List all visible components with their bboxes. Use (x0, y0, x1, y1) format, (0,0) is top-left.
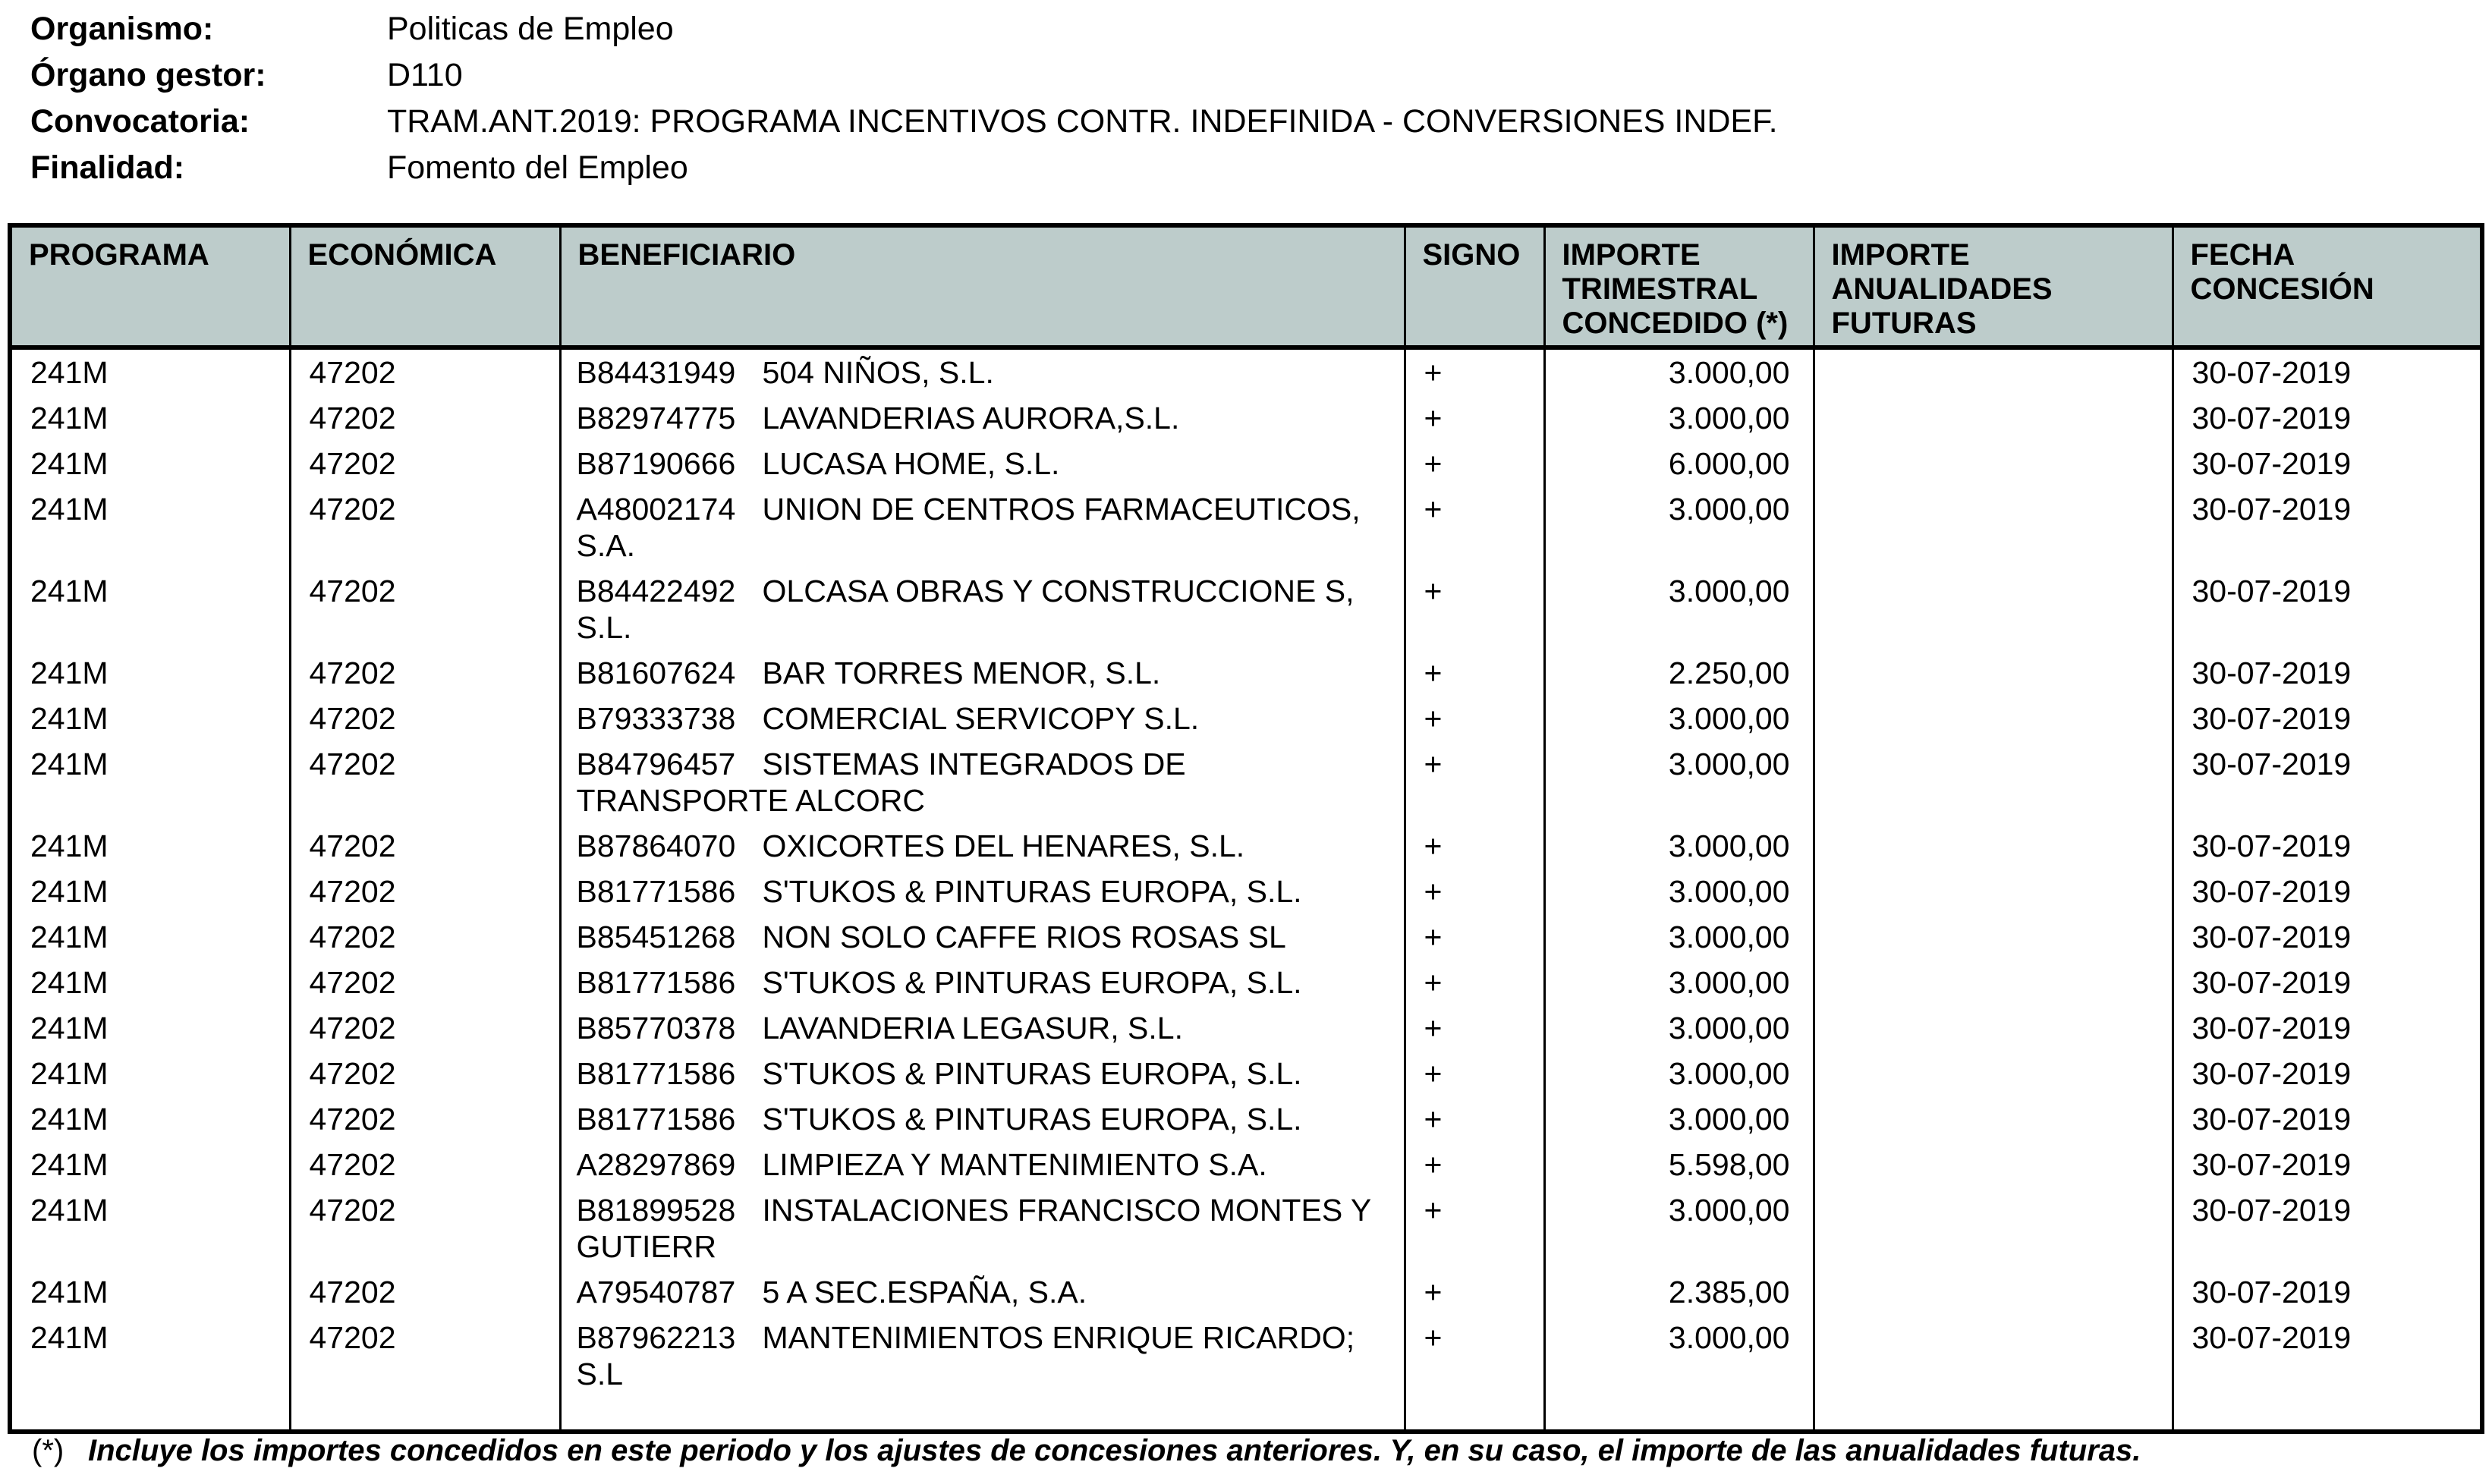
cell-fecha-concesion: 30-07-2019 (2173, 823, 2482, 869)
beneficiario-nombre: BAR TORRES MENOR, S.L. (762, 656, 1161, 690)
cell-importe-trimestral: 3.000,00 (1544, 696, 1814, 741)
cell-signo: + (1405, 395, 1544, 441)
table-row (10, 1005, 2482, 1051)
cell-beneficiario (560, 1142, 1405, 1187)
cell-economica: 47202 (290, 650, 560, 696)
cell-economica: 47202 (290, 696, 560, 741)
table-header (10, 225, 2482, 347)
cell-importe-trimestral: 3.000,00 (1544, 741, 1814, 823)
table-row (10, 441, 2482, 486)
cell-importe-anualidades (1814, 347, 2173, 395)
cell-beneficiario (560, 1051, 1405, 1096)
cell-fecha-concesion: 30-07-2019 (2173, 914, 2482, 960)
cell-beneficiario (560, 486, 1405, 568)
beneficiario-nombre: 5 A SEC.ESPAÑA, S.A. (762, 1275, 1087, 1310)
cell-beneficiario (560, 347, 1405, 395)
cell-economica: 47202 (290, 1142, 560, 1187)
beneficiario-nif: B87962213 (576, 1320, 736, 1355)
organismo-label: Organismo: (30, 11, 214, 47)
beneficiario-nombre: LAVANDERIA LEGASUR, S.L. (762, 1011, 1183, 1045)
beneficiario-nombre: MANTENIMIENTOS ENRIQUE RICARDO; S.L (576, 1320, 1355, 1391)
beneficiario-nif: A79540787 (576, 1275, 736, 1310)
table-row (10, 1269, 2482, 1315)
cell-importe-trimestral: 6.000,00 (1544, 441, 1814, 486)
beneficiario-nombre: S'TUKOS & PINTURAS EUROPA, S.L. (762, 1102, 1302, 1137)
cell-importe-anualidades (1814, 568, 2173, 650)
cell-beneficiario (560, 960, 1405, 1005)
beneficiario-nif: A48002174 (576, 492, 736, 527)
table-row (10, 650, 2482, 696)
beneficiario-nombre: OLCASA OBRAS Y CONSTRUCCIONE S, S.L. (576, 574, 1355, 645)
cell-beneficiario (560, 1187, 1405, 1269)
footnote (32, 1432, 2141, 1469)
cell-fecha-concesion: 30-07-2019 (2173, 869, 2482, 914)
col-header-fecha-concesion: FECHA CONCESIÓN (2173, 225, 2482, 347)
beneficiario-nif: B81771586 (576, 1056, 736, 1091)
beneficiario-nombre: SISTEMAS INTEGRADOS DE TRANSPORTE ALCORC (576, 747, 1186, 818)
beneficiario-nombre: S'TUKOS & PINTURAS EUROPA, S.L. (762, 1056, 1302, 1091)
cell-economica: 47202 (290, 347, 560, 395)
cell-fecha-concesion: 30-07-2019 (2173, 1005, 2482, 1051)
cell-fecha-concesion: 30-07-2019 (2173, 741, 2482, 823)
cell-fecha-concesion: 30-07-2019 (2173, 960, 2482, 1005)
cell-programa: 241M (10, 650, 290, 696)
finalidad-label: Finalidad: (30, 149, 185, 186)
cell-importe-anualidades (1814, 1187, 2173, 1269)
cell-importe-anualidades (1814, 914, 2173, 960)
cell-programa: 241M (10, 869, 290, 914)
cell-fecha-concesion: 30-07-2019 (2173, 1269, 2482, 1315)
cell-signo: + (1405, 1005, 1544, 1051)
cell-importe-trimestral: 3.000,00 (1544, 395, 1814, 441)
table-row (10, 347, 2482, 395)
beneficiario-nif: B84796457 (576, 747, 736, 781)
cell-importe-trimestral: 3.000,00 (1544, 869, 1814, 914)
cell-fecha-concesion: 30-07-2019 (2173, 650, 2482, 696)
convocatoria-label: Convocatoria: (30, 103, 250, 140)
table-row (10, 1187, 2482, 1269)
cell-signo: + (1405, 486, 1544, 568)
beneficiario-nombre: LUCASA HOME, S.L. (762, 446, 1060, 481)
organismo-value: Politicas de Empleo (387, 11, 674, 47)
cell-economica: 47202 (290, 1269, 560, 1315)
cell-economica: 47202 (290, 1051, 560, 1096)
cell-fecha-concesion: 30-07-2019 (2173, 395, 2482, 441)
cell-importe-anualidades (1814, 486, 2173, 568)
cell-fecha-concesion: 30-07-2019 (2173, 347, 2482, 395)
beneficiario-nif: B85770378 (576, 1011, 736, 1045)
cell-importe-trimestral: 3.000,00 (1544, 823, 1814, 869)
beneficiario-nif: A28297869 (576, 1147, 736, 1182)
cell-importe-anualidades (1814, 1005, 2173, 1051)
cell-importe-trimestral: 3.000,00 (1544, 1096, 1814, 1142)
cell-beneficiario (560, 650, 1405, 696)
cell-signo: + (1405, 1269, 1544, 1315)
cell-beneficiario (560, 441, 1405, 486)
beneficiario-nif: B87864070 (576, 828, 736, 863)
cell-signo: + (1405, 1051, 1544, 1096)
cell-signo: + (1405, 441, 1544, 486)
cell-beneficiario (560, 1269, 1405, 1315)
cell-importe-anualidades (1814, 650, 2173, 696)
beneficiario-nif: B82974775 (576, 401, 736, 435)
cell-importe-trimestral: 3.000,00 (1544, 1005, 1814, 1051)
beneficiario-nif: B85451268 (576, 920, 736, 954)
cell-importe-anualidades (1814, 1051, 2173, 1096)
cell-fecha-concesion: 30-07-2019 (2173, 441, 2482, 486)
cell-economica: 47202 (290, 960, 560, 1005)
cell-programa: 241M (10, 823, 290, 869)
cell-economica: 47202 (290, 1315, 560, 1397)
table-row (10, 395, 2482, 441)
cell-importe-anualidades (1814, 869, 2173, 914)
beneficiario-nif: B84422492 (576, 574, 736, 608)
footnote-text: Incluye los importes concedidos en este periodo y los ajustes de concesiones anteriores. Y, en su caso, el importe de las anualidades futuras. (88, 1434, 2141, 1467)
cell-economica: 47202 (290, 568, 560, 650)
table-header-row (10, 225, 2482, 347)
col-header-importe-trimestral: IMPORTE TRIMESTRAL CONCEDIDO (*) (1544, 225, 1814, 347)
cell-beneficiario (560, 1005, 1405, 1051)
cell-beneficiario (560, 823, 1405, 869)
cell-programa: 241M (10, 568, 290, 650)
cell-fecha-concesion: 30-07-2019 (2173, 1096, 2482, 1142)
cell-importe-anualidades (1814, 1142, 2173, 1187)
cell-signo: + (1405, 347, 1544, 395)
cell-importe-trimestral: 2.250,00 (1544, 650, 1814, 696)
table-row (10, 1051, 2482, 1096)
cell-importe-trimestral: 5.598,00 (1544, 1142, 1814, 1187)
cell-programa: 241M (10, 1142, 290, 1187)
cell-signo: + (1405, 568, 1544, 650)
cell-importe-trimestral: 3.000,00 (1544, 1187, 1814, 1269)
cell-programa: 241M (10, 914, 290, 960)
footnote-marker: (*) (32, 1434, 65, 1467)
col-header-economica: ECONÓMICA (290, 225, 560, 347)
cell-importe-anualidades (1814, 1269, 2173, 1315)
cell-programa: 241M (10, 395, 290, 441)
cell-beneficiario (560, 395, 1405, 441)
cell-importe-trimestral: 3.000,00 (1544, 486, 1814, 568)
cell-importe-trimestral: 3.000,00 (1544, 347, 1814, 395)
col-header-importe-anualidades: IMPORTE ANUALIDADES FUTURAS (1814, 225, 2173, 347)
cell-beneficiario (560, 696, 1405, 741)
cell-signo: + (1405, 1315, 1544, 1397)
beneficiario-nif: B81607624 (576, 656, 736, 690)
beneficiario-nombre: S'TUKOS & PINTURAS EUROPA, S.L. (762, 874, 1302, 909)
cell-importe-trimestral: 3.000,00 (1544, 1051, 1814, 1096)
cell-fecha-concesion: 30-07-2019 (2173, 1187, 2482, 1269)
info-row-organismo (30, 6, 1778, 52)
cell-fecha-concesion: 30-07-2019 (2173, 1142, 2482, 1187)
beneficiario-nif: B81899528 (576, 1193, 736, 1228)
cell-programa: 241M (10, 1096, 290, 1142)
cell-programa: 241M (10, 441, 290, 486)
cell-economica: 47202 (290, 741, 560, 823)
beneficiario-nif: B87190666 (576, 446, 736, 481)
cell-signo: + (1405, 650, 1544, 696)
cell-signo: + (1405, 696, 1544, 741)
cell-importe-anualidades (1814, 741, 2173, 823)
beneficiario-nombre: 504 NIÑOS, S.L. (762, 355, 994, 390)
cell-economica: 47202 (290, 486, 560, 568)
cell-importe-anualidades (1814, 441, 2173, 486)
cell-importe-anualidades (1814, 1096, 2173, 1142)
cell-economica: 47202 (290, 869, 560, 914)
cell-signo: + (1405, 914, 1544, 960)
cell-importe-anualidades (1814, 823, 2173, 869)
cell-importe-anualidades (1814, 395, 2173, 441)
cell-economica: 47202 (290, 1187, 560, 1269)
table-row (10, 1142, 2482, 1187)
beneficiario-nombre: NON SOLO CAFFE RIOS ROSAS SL (762, 920, 1286, 954)
cell-fecha-concesion: 30-07-2019 (2173, 1315, 2482, 1397)
beneficiario-nombre: COMERCIAL SERVICOPY S.L. (762, 701, 1200, 736)
beneficiario-nombre: UNION DE CENTROS FARMACEUTICOS, S.A. (576, 492, 1361, 563)
cell-importe-anualidades (1814, 960, 2173, 1005)
table-row (10, 869, 2482, 914)
beneficiario-nif: B81771586 (576, 874, 736, 909)
cell-importe-trimestral: 2.385,00 (1544, 1269, 1814, 1315)
cell-programa: 241M (10, 347, 290, 395)
info-row-organo-gestor (30, 52, 1778, 99)
organo-gestor-value: D110 (387, 57, 463, 93)
cell-importe-trimestral: 3.000,00 (1544, 960, 1814, 1005)
cell-programa: 241M (10, 696, 290, 741)
table-row (10, 741, 2482, 823)
cell-beneficiario (560, 1315, 1405, 1397)
table-row (10, 1096, 2482, 1142)
grants-table (8, 223, 2484, 1434)
cell-programa: 241M (10, 1269, 290, 1315)
cell-signo: + (1405, 1142, 1544, 1187)
beneficiario-nif: B79333738 (576, 701, 736, 736)
cell-beneficiario (560, 869, 1405, 914)
cell-importe-anualidades (1814, 696, 2173, 741)
cell-importe-anualidades (1814, 1315, 2173, 1397)
beneficiario-nif: B84431949 (576, 355, 736, 390)
table-row (10, 696, 2482, 741)
organo-gestor-label: Órgano gestor: (30, 57, 266, 93)
table-row (10, 823, 2482, 869)
beneficiario-nombre: LAVANDERIAS AURORA,S.L. (762, 401, 1180, 435)
table-body (10, 347, 2482, 1432)
cell-signo: + (1405, 960, 1544, 1005)
table-row (10, 568, 2482, 650)
beneficiario-nombre: INSTALACIONES FRANCISCO MONTES Y GUTIERR (576, 1193, 1371, 1264)
cell-importe-trimestral: 3.000,00 (1544, 568, 1814, 650)
cell-programa: 241M (10, 960, 290, 1005)
cell-signo: + (1405, 869, 1544, 914)
cell-programa: 241M (10, 1187, 290, 1269)
col-header-programa: PROGRAMA (10, 225, 290, 347)
beneficiario-nombre: S'TUKOS & PINTURAS EUROPA, S.L. (762, 965, 1302, 1000)
col-header-beneficiario: BENEFICIARIO (560, 225, 1405, 347)
cell-beneficiario (560, 568, 1405, 650)
cell-beneficiario (560, 741, 1405, 823)
beneficiario-nombre: OXICORTES DEL HENARES, S.L. (762, 828, 1245, 863)
cell-signo: + (1405, 741, 1544, 823)
beneficiario-nombre: LIMPIEZA Y MANTENIMIENTO S.A. (762, 1147, 1267, 1182)
cell-fecha-concesion: 30-07-2019 (2173, 1051, 2482, 1096)
cell-fecha-concesion: 30-07-2019 (2173, 486, 2482, 568)
cell-signo: + (1405, 823, 1544, 869)
cell-economica: 47202 (290, 1005, 560, 1051)
info-row-convocatoria (30, 99, 1778, 145)
cell-economica: 47202 (290, 441, 560, 486)
beneficiario-nif: B81771586 (576, 965, 736, 1000)
cell-beneficiario (560, 1096, 1405, 1142)
finalidad-value: Fomento del Empleo (387, 149, 688, 186)
cell-importe-trimestral: 3.000,00 (1544, 914, 1814, 960)
table-filler-row (10, 1397, 2482, 1432)
beneficiario-nif: B81771586 (576, 1102, 736, 1137)
table-row (10, 1315, 2482, 1397)
table-row (10, 960, 2482, 1005)
col-header-signo: SIGNO (1405, 225, 1544, 347)
cell-programa: 241M (10, 741, 290, 823)
cell-programa: 241M (10, 1315, 290, 1397)
cell-fecha-concesion: 30-07-2019 (2173, 696, 2482, 741)
table-row (10, 914, 2482, 960)
cell-importe-trimestral: 3.000,00 (1544, 1315, 1814, 1397)
cell-economica: 47202 (290, 914, 560, 960)
cell-beneficiario (560, 914, 1405, 960)
cell-economica: 47202 (290, 395, 560, 441)
cell-programa: 241M (10, 1005, 290, 1051)
cell-fecha-concesion: 30-07-2019 (2173, 568, 2482, 650)
info-row-finalidad (30, 145, 1778, 191)
table-row (10, 486, 2482, 568)
cell-programa: 241M (10, 486, 290, 568)
cell-programa: 241M (10, 1051, 290, 1096)
cell-signo: + (1405, 1187, 1544, 1269)
cell-signo: + (1405, 1096, 1544, 1142)
cell-economica: 47202 (290, 823, 560, 869)
document-header (30, 6, 1778, 191)
cell-economica: 47202 (290, 1096, 560, 1142)
convocatoria-value: TRAM.ANT.2019: PROGRAMA INCENTIVOS CONTR. INDEFINIDA - CONVERSIONES INDEF. (387, 103, 1778, 140)
